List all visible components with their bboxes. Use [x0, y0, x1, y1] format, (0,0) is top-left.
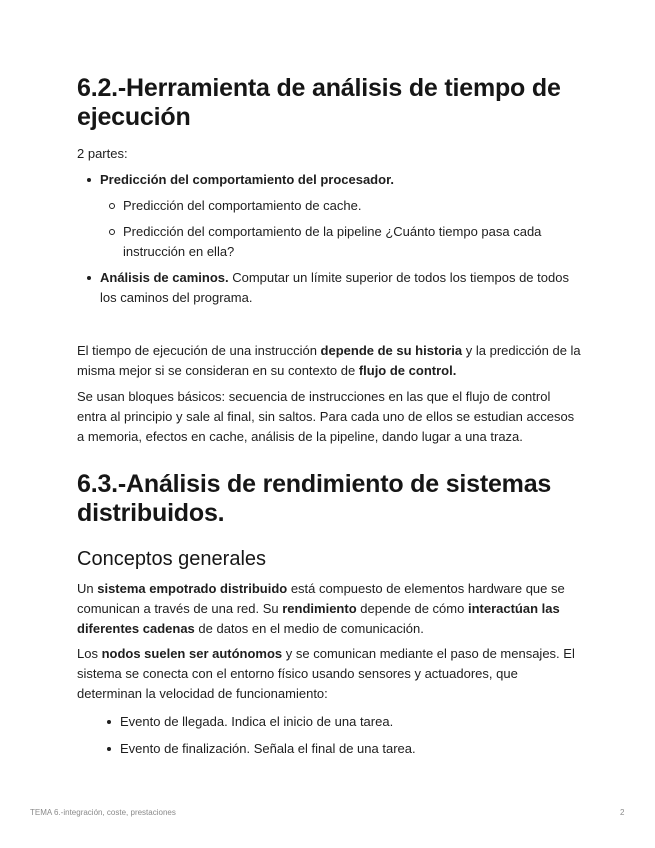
text: El tiempo de ejecución de una instrucción	[77, 343, 321, 358]
intro-text: 2 partes:	[77, 146, 128, 161]
list-item: Evento de finalización. Señala el final de una tarea.	[97, 739, 582, 759]
distributed-system-paragraph	[77, 579, 582, 639]
processor-parts-list	[77, 170, 582, 308]
list-item: Predicción del comportamiento de cache.	[100, 196, 582, 216]
bold-text: rendimiento	[282, 601, 357, 616]
bold-text: interactúan las diferentes cadenas	[77, 601, 560, 636]
bold-text: flujo de control.	[358, 363, 457, 378]
text: y la predicción de la misma mejor si se consideran en su contexto de	[77, 343, 581, 378]
text: de datos en el medio de comunicación.	[194, 621, 424, 636]
text: Los	[77, 646, 102, 661]
footer-chapter: TEMA 6.-integración, coste, prestaciones	[30, 808, 176, 817]
basic-blocks-paragraph: Se usan bloques básicos: secuencia de instrucciones en las que el flujo de control entra al principio y sale al final, sin saltos. Para cada uno de ellos se estudian accesos a memoria, efectos en cache, análisis de la pipeline, dando lugar a una traza.	[77, 389, 575, 444]
list-item: Evento de llegada. Indica el inicio de una tarea.	[97, 712, 582, 732]
bold-text: nodos suelen ser autónomos	[101, 646, 283, 661]
bold-text: sistema empotrado distribuido	[97, 581, 288, 596]
item-bold: Predicción del comportamiento del procesador.	[100, 172, 395, 187]
list-item	[77, 268, 582, 308]
section-6-2-title: 6.2.-Herramienta de análisis de tiempo de ejecución	[77, 74, 561, 131]
nodes-paragraph	[77, 644, 582, 704]
document-content	[77, 74, 582, 759]
list-item	[77, 170, 582, 262]
events-list	[97, 712, 582, 759]
section-6-3-title: 6.3.-Análisis de rendimiento de sistemas distribuidos.	[77, 470, 552, 527]
item-text: Computar un límite superior de todos los tiempos de todos los caminos del programa.	[100, 270, 569, 305]
item-bold: Análisis de caminos.	[100, 270, 229, 285]
bold-text: depende de su historia	[320, 343, 463, 358]
text: depende de cómo	[356, 601, 468, 616]
list-item: Predicción del comportamiento de la pipeline ¿Cuánto tiempo pasa cada instrucción en ella?	[100, 222, 582, 262]
text: Un	[77, 581, 98, 596]
subsection-title: Conceptos generales	[77, 548, 267, 570]
sub-list	[100, 196, 582, 262]
text: está compuesto de elementos hardware que se comunican a través de una red. Su	[77, 581, 565, 616]
text: y se comunican mediante el paso de mensajes. El sistema se conecta con el entorno físico usando sensores y actuadores, que determinan la velocidad de funcionamiento:	[77, 646, 575, 701]
page-number: 2	[620, 808, 625, 817]
history-paragraph	[77, 341, 582, 381]
